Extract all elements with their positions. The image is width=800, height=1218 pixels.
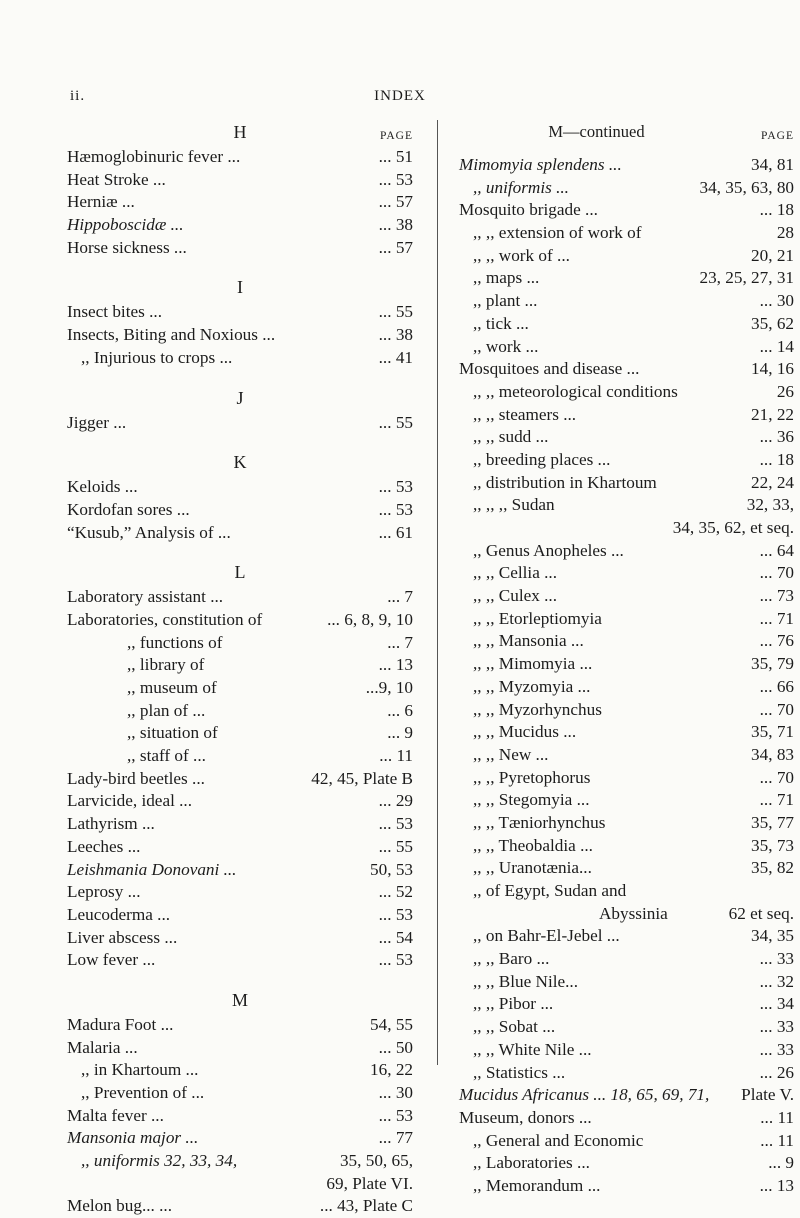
index-entry bbox=[67, 347, 413, 370]
index-term: ,, ,, Etorleptiomyia bbox=[473, 608, 602, 628]
section-heading bbox=[67, 273, 413, 301]
index-page-ref: ... 53 bbox=[378, 477, 413, 497]
index-page-ref: ... 32 bbox=[759, 971, 794, 991]
index-term: ,, ,, Pyretophorus bbox=[473, 767, 591, 787]
index-page-ref: ... 11 bbox=[379, 746, 413, 766]
index-page-ref: ... 29 bbox=[378, 791, 413, 811]
index-entry bbox=[459, 472, 794, 495]
column-divider bbox=[437, 120, 438, 1065]
index-entry bbox=[67, 1082, 413, 1105]
index-page-ref: ... 66 bbox=[759, 676, 794, 696]
index-term: ,, Injurious to crops ... bbox=[81, 347, 233, 367]
index-entry bbox=[67, 859, 413, 882]
index-page-ref: ... 11 bbox=[760, 1107, 794, 1127]
section-letter: J bbox=[236, 387, 244, 408]
index-entry bbox=[459, 857, 794, 880]
index-term: Liver abscess ... bbox=[67, 927, 178, 947]
index-term: Mosquitoes and disease ... bbox=[459, 359, 640, 379]
index-term: ,, Prevention of ... bbox=[81, 1083, 205, 1102]
index-entry bbox=[67, 904, 413, 927]
index-entry bbox=[67, 1127, 413, 1150]
index-entry bbox=[67, 301, 413, 324]
index-entry bbox=[459, 199, 794, 222]
index-term: ,, ,, Mansonia ... bbox=[473, 631, 584, 651]
index-term: ,, ,, Pibor ... bbox=[473, 994, 554, 1014]
index-term: ,, ,, Baro ... bbox=[473, 949, 550, 969]
index-entry bbox=[459, 767, 794, 790]
index-term: ,, ,, Uranotænia... bbox=[473, 858, 592, 878]
index-page-ref: ... 71 bbox=[759, 790, 794, 810]
index-term: ,, ,, Mucidus ... bbox=[473, 722, 577, 742]
index-term: Melon bug... ... bbox=[67, 1196, 173, 1216]
index-term: Abyssinia bbox=[599, 903, 668, 923]
index-column-left bbox=[67, 118, 413, 1218]
index-term: Laboratory assistant ... bbox=[67, 587, 224, 607]
index-page-ref: 34, 35, 62, et seq. bbox=[672, 518, 794, 537]
index-page-ref: 34, 83 bbox=[751, 744, 794, 764]
index-page-ref: 21, 22 bbox=[751, 404, 794, 424]
index-entry bbox=[67, 700, 413, 723]
index-entry bbox=[67, 1195, 413, 1218]
index-entry bbox=[459, 835, 794, 858]
index-entry bbox=[459, 630, 794, 653]
index-entry bbox=[67, 586, 413, 609]
index-entry bbox=[459, 336, 794, 359]
index-page-ref: ... 38 bbox=[378, 215, 413, 235]
index-term: ,, staff of ... bbox=[127, 746, 206, 766]
index-term: Laboratories, constitution of bbox=[67, 609, 263, 629]
index-entry bbox=[67, 927, 413, 950]
index-entry bbox=[67, 768, 413, 791]
page-column-label: PAGE bbox=[761, 130, 794, 142]
index-page-ref: 35, 71 bbox=[751, 722, 794, 742]
index-entry bbox=[459, 358, 794, 381]
index-term: ,, ,, Tæniorhynchus bbox=[473, 812, 606, 832]
index-term: Herniæ ... bbox=[67, 192, 135, 212]
index-page-ref: ... 6 bbox=[387, 700, 413, 720]
index-entry bbox=[459, 1152, 794, 1175]
running-title: INDEX bbox=[374, 88, 426, 104]
index-term: ,, ,, meteorological conditions bbox=[473, 381, 678, 401]
index-entry bbox=[459, 517, 794, 540]
index-term: Mansonia major ... bbox=[67, 1128, 199, 1148]
index-term: ,, distribution in Khartoum bbox=[473, 472, 657, 492]
index-page-ref: 35, 50, 65, bbox=[339, 1151, 413, 1171]
index-page-ref: Plate V. bbox=[741, 1085, 794, 1105]
index-page-ref: ...9, 10 bbox=[365, 678, 413, 697]
index-term: Mosquito brigade ... bbox=[459, 200, 598, 220]
index-term: ,, functions of bbox=[127, 632, 223, 652]
index-entry bbox=[459, 267, 794, 290]
index-page-ref: ... 64 bbox=[759, 540, 794, 560]
index-entry bbox=[459, 699, 794, 722]
page-number: ii. bbox=[70, 88, 86, 104]
index-page-ref: ... 50 bbox=[378, 1037, 413, 1057]
index-term: ,, situation of bbox=[127, 723, 218, 743]
index-entry bbox=[67, 191, 413, 214]
index-term: ,, maps ... bbox=[473, 268, 540, 288]
index-entry bbox=[67, 722, 413, 745]
index-page-ref: ... 30 bbox=[378, 1083, 413, 1102]
index-entry bbox=[67, 745, 413, 768]
index-page-ref: 34, 81 bbox=[751, 155, 794, 174]
index-page-ref: ... 53 bbox=[378, 1105, 413, 1125]
index-page-ref: 35, 73 bbox=[751, 835, 794, 855]
index-entry bbox=[459, 1084, 794, 1107]
index-term: ,, work ... bbox=[473, 336, 539, 356]
index-term: Larvicide, ideal ... bbox=[67, 791, 193, 811]
index-term: Insects, Biting and Noxious ... bbox=[67, 325, 276, 345]
index-term: Malta fever ... bbox=[67, 1105, 164, 1125]
section-heading bbox=[67, 558, 413, 586]
section-heading bbox=[67, 118, 413, 146]
index-entry bbox=[459, 426, 794, 449]
index-entry bbox=[67, 1173, 413, 1196]
index-page-ref: ... 53 bbox=[378, 950, 413, 970]
index-page-ref: ... 13 bbox=[378, 655, 413, 675]
index-term: ,, ,, sudd ... bbox=[473, 427, 549, 447]
index-term: ,, ,, Myzomyia ... bbox=[473, 676, 591, 696]
index-page-ref: ... 70 bbox=[759, 767, 794, 787]
index-page-ref: 54, 55 bbox=[370, 1014, 413, 1034]
section-heading bbox=[67, 384, 413, 412]
index-entry bbox=[67, 881, 413, 904]
index-page-ref: 23, 25, 27, 31 bbox=[699, 268, 794, 288]
index-entry bbox=[459, 608, 794, 631]
index-page-ref: 22, 24 bbox=[751, 472, 794, 492]
index-entry bbox=[67, 324, 413, 347]
index-page-ref: ... 53 bbox=[378, 904, 413, 924]
index-page-ref: 35, 62 bbox=[751, 313, 794, 333]
index-term: Malaria ... bbox=[67, 1037, 138, 1057]
index-page-ref: ... 73 bbox=[759, 586, 794, 606]
page-header bbox=[0, 88, 800, 108]
index-entry bbox=[459, 1107, 794, 1130]
index-entry bbox=[67, 476, 413, 499]
index-entry bbox=[67, 522, 413, 545]
index-term: Hippoboscidæ ... bbox=[67, 215, 184, 235]
index-term: ,, ,, extension of work of bbox=[473, 223, 642, 243]
index-entry bbox=[459, 993, 794, 1016]
index-page-ref: ... 57 bbox=[378, 192, 413, 212]
index-page-ref: ... 51 bbox=[378, 147, 413, 166]
index-page-ref: ... 33 bbox=[759, 949, 794, 969]
index-entry bbox=[459, 494, 794, 517]
index-term: Low fever ... bbox=[67, 950, 156, 970]
index-entry bbox=[459, 789, 794, 812]
index-page-ref: 35, 82 bbox=[751, 858, 794, 878]
index-term: ,, ,, Theobaldia ... bbox=[473, 835, 593, 855]
section-letter: H bbox=[233, 122, 247, 142]
index-entry bbox=[459, 245, 794, 268]
index-term: Museum, donors ... bbox=[459, 1107, 592, 1127]
index-term: Hæmoglobinuric fever ... bbox=[67, 147, 241, 166]
index-term: ,, ,, steamers ... bbox=[473, 404, 577, 424]
index-entry bbox=[67, 1105, 413, 1128]
index-entry bbox=[459, 313, 794, 336]
index-entry bbox=[67, 1037, 413, 1060]
index-entry bbox=[459, 903, 794, 926]
index-page-ref: ... 34 bbox=[759, 994, 794, 1014]
index-page-ref: 69, Plate VI. bbox=[326, 1173, 413, 1193]
index-page-ref: ... 77 bbox=[378, 1128, 413, 1148]
index-term: ,, ,, Stegomyia ... bbox=[473, 790, 590, 810]
index-entry bbox=[67, 237, 413, 260]
index-term: Kordofan sores ... bbox=[67, 499, 190, 519]
index-entry bbox=[459, 925, 794, 948]
index-term: Heat Stroke ... bbox=[67, 169, 166, 189]
section-continued-title: M—continued bbox=[548, 122, 645, 141]
index-page-ref: 26 bbox=[776, 381, 794, 401]
index-term: ,, tick ... bbox=[473, 313, 529, 333]
index-entry bbox=[459, 1016, 794, 1039]
index-term: ,, ,, Myzorhynchus bbox=[473, 699, 602, 719]
index-entry bbox=[67, 1014, 413, 1037]
index-term: ,, plant ... bbox=[473, 291, 538, 311]
index-term: ,, ,, Cellia ... bbox=[473, 563, 558, 583]
section-letter: I bbox=[237, 277, 243, 298]
section-letter: K bbox=[233, 452, 247, 473]
index-entry bbox=[67, 499, 413, 522]
index-page-ref: ... 55 bbox=[378, 836, 413, 856]
index-term: Madura Foot ... bbox=[67, 1014, 174, 1034]
index-page-ref: ... 52 bbox=[378, 882, 413, 902]
index-page-ref: ... 7 bbox=[387, 587, 413, 607]
index-entry bbox=[459, 404, 794, 427]
index-page-ref: ... 43, Plate C bbox=[319, 1196, 413, 1216]
index-entry bbox=[67, 790, 413, 813]
index-page-ref: ... 18 bbox=[759, 200, 794, 220]
index-entry bbox=[459, 676, 794, 699]
section-letter: M bbox=[231, 989, 248, 1010]
index-term: ,, Statistics ... bbox=[473, 1062, 566, 1082]
index-page-ref: ... 70 bbox=[759, 699, 794, 719]
index-entry bbox=[459, 812, 794, 835]
index-page-ref: ... 70 bbox=[759, 563, 794, 583]
index-entry bbox=[67, 949, 413, 972]
index-entry bbox=[459, 585, 794, 608]
index-page-ref: ... 38 bbox=[378, 325, 413, 345]
index-term: ,, breeding places ... bbox=[473, 449, 611, 469]
index-page-ref: 34, 35 bbox=[751, 926, 794, 946]
index-term: ,, General and Economic bbox=[473, 1130, 644, 1150]
index-term: ,, in Khartoum ... bbox=[81, 1060, 199, 1080]
index-page-ref: ... 14 bbox=[759, 336, 794, 356]
index-page-ref: 62 et seq. bbox=[728, 903, 794, 923]
index-page-ref: ... 13 bbox=[759, 1175, 794, 1195]
index-page-ref: ... 53 bbox=[378, 169, 413, 189]
index-term: Keloids ... bbox=[67, 477, 138, 497]
index-page-ref: ... 71 bbox=[759, 608, 794, 628]
index-page-ref: ... 9 bbox=[768, 1153, 794, 1173]
index-term: “Kusub,” Analysis of ... bbox=[67, 522, 231, 542]
section-heading bbox=[459, 118, 794, 146]
index-page-ref: ... 76 bbox=[759, 631, 794, 651]
index-page-ref: 35, 79 bbox=[751, 654, 794, 674]
index-entry bbox=[67, 1059, 413, 1082]
index-page-ref: ... 61 bbox=[378, 522, 413, 542]
section-letter: L bbox=[234, 562, 246, 583]
index-page-ref: 14, 16 bbox=[751, 359, 794, 379]
index-page-ref: ... 26 bbox=[759, 1062, 794, 1082]
index-term: Leishmania Donovani ... bbox=[67, 859, 237, 879]
index-page-ref: ... 9 bbox=[387, 723, 413, 743]
index-entry bbox=[459, 653, 794, 676]
index-entry bbox=[459, 540, 794, 563]
index-entry bbox=[459, 449, 794, 472]
index-entry bbox=[459, 744, 794, 767]
index-page-ref: ... 6, 8, 9, 10 bbox=[327, 609, 413, 629]
index-entry bbox=[459, 222, 794, 245]
index-term: ,, Laboratories ... bbox=[473, 1153, 590, 1173]
index-page-ref: 20, 21 bbox=[751, 245, 794, 265]
index-entry bbox=[67, 677, 413, 700]
index-page-ref: 34, 35, 63, 80 bbox=[699, 177, 794, 197]
index-entry bbox=[459, 381, 794, 404]
index-column-right bbox=[459, 118, 794, 1198]
index-term: ,, ,, White Nile ... bbox=[473, 1039, 592, 1059]
index-entry bbox=[459, 721, 794, 744]
index-page-ref: ... 18 bbox=[759, 449, 794, 469]
index-term: ,, ,, Sobat ... bbox=[473, 1017, 556, 1037]
index-term: ,, Memorandum ... bbox=[473, 1175, 601, 1195]
index-page-ref: ... 55 bbox=[378, 412, 413, 432]
index-page-ref: 35, 77 bbox=[751, 812, 794, 832]
index-term: ,, Genus Anopheles ... bbox=[473, 540, 624, 560]
index-term: ,, ,, work of ... bbox=[473, 245, 570, 265]
index-page-ref: ... 55 bbox=[378, 302, 413, 322]
index-entry bbox=[459, 1062, 794, 1085]
index-entry bbox=[459, 971, 794, 994]
index-page-ref: ... 33 bbox=[759, 1039, 794, 1059]
index-entry bbox=[459, 1130, 794, 1153]
index-page-ref: 42, 45, Plate B bbox=[311, 768, 413, 788]
index-term: Insect bites ... bbox=[67, 302, 162, 322]
index-entry bbox=[67, 632, 413, 655]
index-entry bbox=[67, 654, 413, 677]
index-term: Leprosy ... bbox=[67, 882, 141, 902]
index-page-ref: ... 54 bbox=[378, 927, 413, 947]
index-page-ref: ... 57 bbox=[378, 237, 413, 257]
index-term: ,, ,, Blue Nile... bbox=[473, 971, 579, 991]
index-entry bbox=[459, 154, 794, 177]
index-term: ,, uniformis 32, 33, 34, bbox=[81, 1151, 238, 1171]
index-page-ref: 16, 22 bbox=[370, 1060, 413, 1080]
index-page-ref: ... 41 bbox=[378, 347, 413, 367]
index-term: Leucoderma ... bbox=[67, 904, 171, 924]
index-entry bbox=[67, 169, 413, 192]
index-page-ref: ... 7 bbox=[387, 632, 413, 652]
index-entry bbox=[459, 562, 794, 585]
index-term: ,, museum of bbox=[127, 678, 217, 697]
index-term: ,, on Bahr-El-Jebel ... bbox=[473, 926, 620, 946]
index-entry bbox=[67, 1150, 413, 1173]
index-entry bbox=[67, 146, 413, 169]
index-term: ,, library of bbox=[127, 655, 205, 675]
section-heading bbox=[67, 448, 413, 476]
index-term: ,, uniformis ... bbox=[473, 177, 569, 197]
index-term: ,, ,, Mimomyia ... bbox=[473, 654, 593, 674]
index-term: Mucidus Africanus ... 18, 65, 69, 71, bbox=[459, 1085, 710, 1105]
section-heading bbox=[67, 986, 413, 1014]
index-term: Mimomyia splendens ... bbox=[459, 155, 622, 174]
index-page-ref: ... 30 bbox=[759, 291, 794, 311]
index-page-ref: ... 53 bbox=[378, 499, 413, 519]
index-page-ref: ... 11 bbox=[760, 1130, 794, 1150]
index-entry bbox=[67, 836, 413, 859]
page-column-label: PAGE bbox=[380, 130, 413, 142]
index-entry bbox=[67, 214, 413, 237]
index-page-ref: ... 33 bbox=[759, 1017, 794, 1037]
index-entry bbox=[459, 1039, 794, 1062]
index-page-ref: 32, 33, bbox=[746, 495, 794, 515]
index-term: Jigger ... bbox=[67, 412, 127, 432]
index-entry bbox=[67, 813, 413, 836]
index-term: ,, of Egypt, Sudan and bbox=[473, 881, 627, 900]
index-term: ,, ,, Culex ... bbox=[473, 586, 558, 606]
index-term: Lathyrism ... bbox=[67, 814, 155, 834]
index-term: ,, ,, ,, Sudan bbox=[473, 495, 555, 515]
index-entry bbox=[459, 1175, 794, 1198]
index-page-ref: ... 53 bbox=[378, 814, 413, 834]
index-term: Lady-bird beetles ... bbox=[67, 768, 205, 788]
index-term: ,, plan of ... bbox=[127, 700, 206, 720]
index-entry bbox=[67, 609, 413, 632]
index-page-ref: ... 36 bbox=[759, 427, 794, 447]
index-term: Horse sickness ... bbox=[67, 237, 187, 257]
index-entry bbox=[459, 290, 794, 313]
index-entry bbox=[459, 948, 794, 971]
index-page-ref: 50, 53 bbox=[370, 859, 413, 879]
index-entry bbox=[67, 412, 413, 435]
index-entry bbox=[459, 880, 794, 903]
index-term: ,, ,, New ... bbox=[473, 744, 549, 764]
index-term: Leeches ... bbox=[67, 836, 141, 856]
index-entry bbox=[459, 177, 794, 200]
index-page-ref: 28 bbox=[776, 223, 794, 243]
